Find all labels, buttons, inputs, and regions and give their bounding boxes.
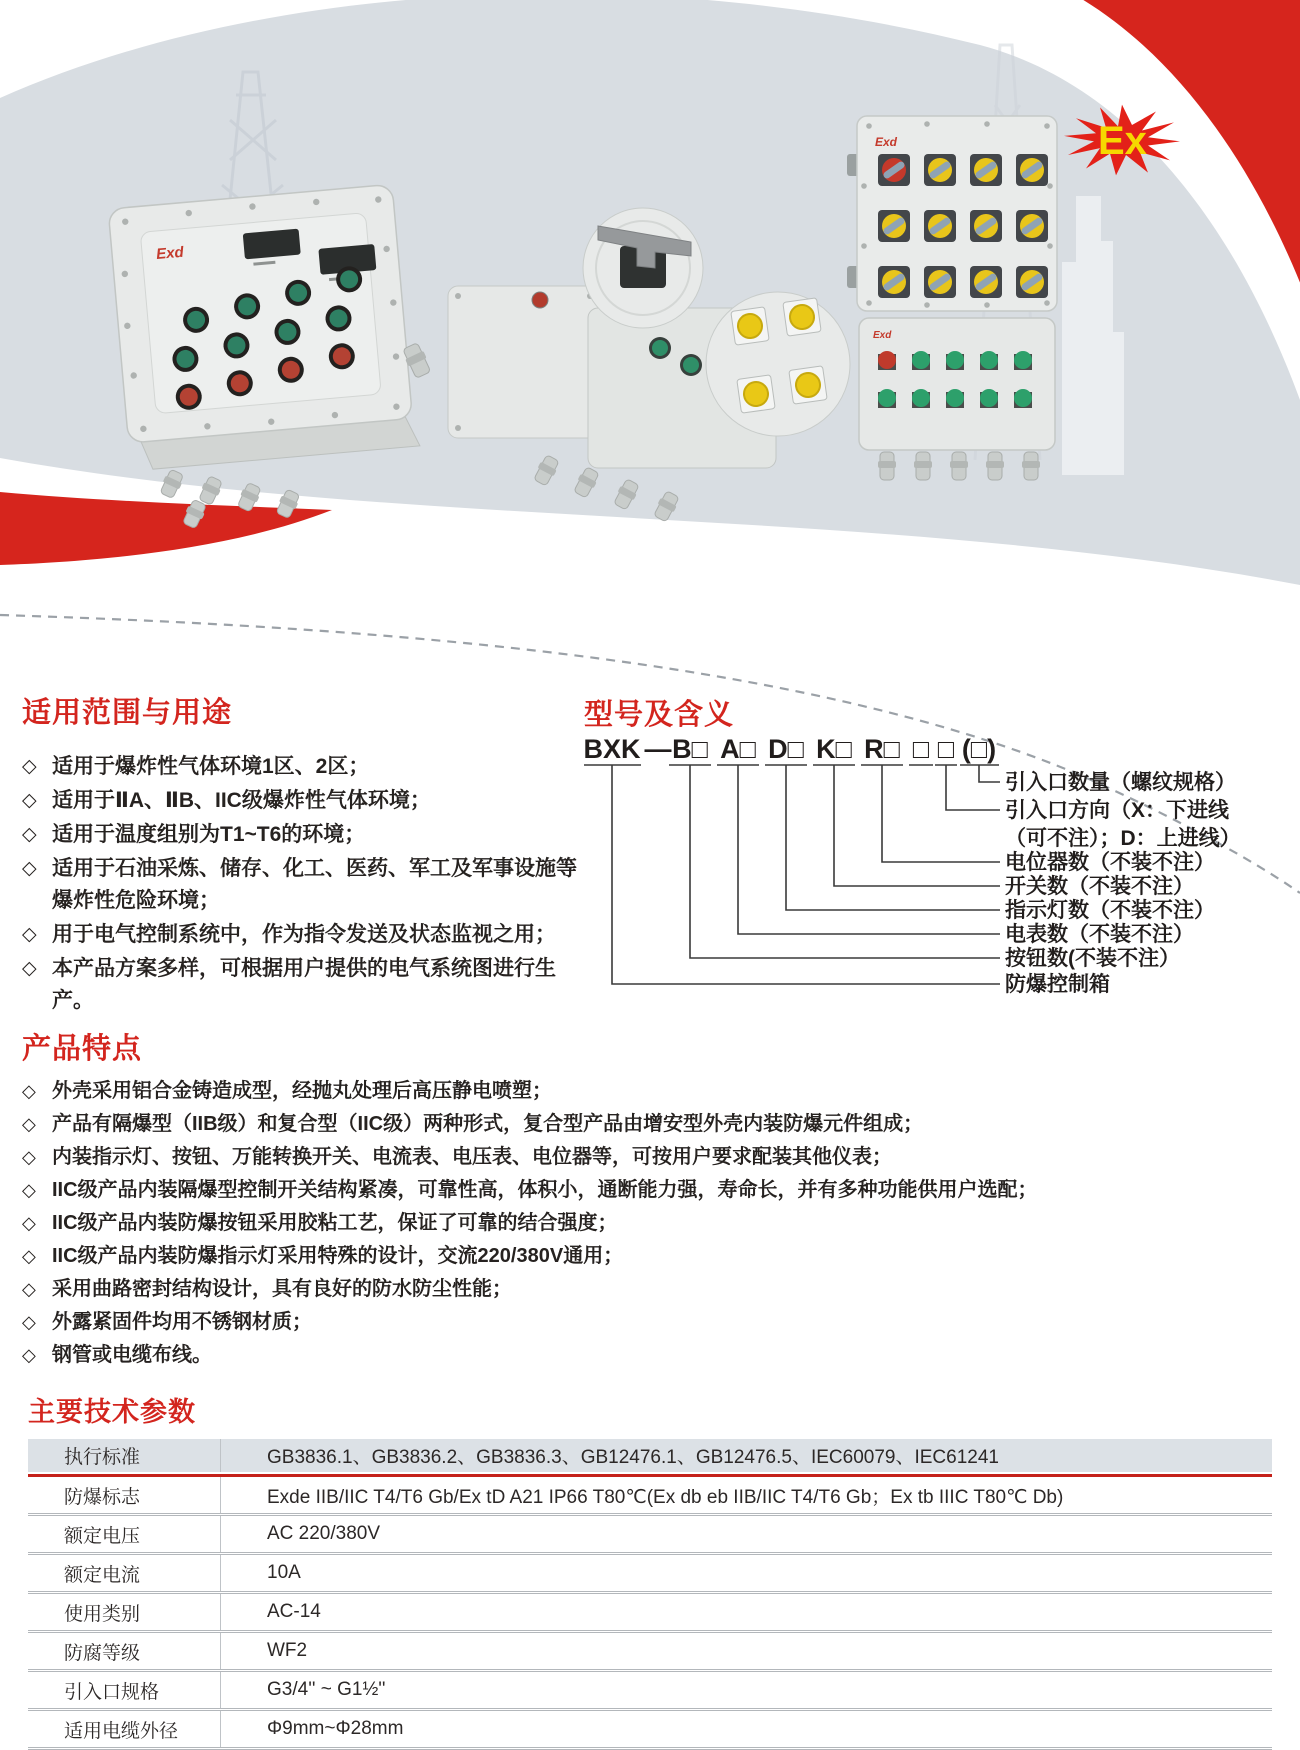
svg-text:开关数（不装不注）: 开关数（不装不注）	[1005, 875, 1194, 898]
svg-text:A□: A□	[720, 734, 756, 764]
svg-text:R□: R□	[864, 734, 900, 764]
table-row	[28, 1594, 1272, 1633]
spec-label: 适用电缆外径	[64, 1720, 179, 1742]
feature-item: ◇ 采用曲路密封结构设计，具有良好的防水防尘性能；	[22, 1278, 512, 1300]
feature-item: ◇ 产品有隔爆型（IIB级）和复合型（IIC级）两种形式，复合型产品由增安型外壳内装防爆元件组成；	[22, 1113, 924, 1135]
specs-table	[28, 1439, 1272, 1750]
spec-value: Exde IIB/IIC T4/T6 Gb/Ex tD A21 IP66 T80℃(Ex db eb IIB/IIC T4/T6 Gb；Ex tb IIIC T80℃ Db)	[220, 1477, 1272, 1513]
scope-item: ◇ 用于电气控制系统中，作为指令发送及状态监视之用；	[22, 919, 582, 951]
feature-item: ◇ 钢管或电缆布线。	[22, 1344, 212, 1366]
diamond-bullet-icon: ◇	[22, 756, 37, 777]
feature-item: ◇ IIC级产品内装隔爆型控制开关结构紧凑，可靠性高，体积小，通断能力强，寿命长，并有多种功能供用户选配；	[22, 1179, 1038, 1201]
svg-text:电位器数（不装不注）: 电位器数（不装不注）	[1005, 851, 1215, 874]
feature-item: ◇ IIC级产品内装防爆按钮采用胶粘工艺，保证了可靠的结合强度；	[22, 1212, 618, 1234]
scope-item: ◇ 适用于石油采炼、储存、化工、医药、军工及军事设施等爆炸性危险环境；	[22, 853, 582, 917]
scope-title: 适用范围与用途	[22, 697, 233, 729]
exd-marking: Exd	[873, 330, 892, 341]
table-row	[28, 1516, 1272, 1555]
svg-text:指示灯数（不装不注）: 指示灯数（不装不注）	[1005, 899, 1215, 922]
diamond-bullet-icon: ◇	[22, 1279, 36, 1299]
svg-text:□: □	[937, 734, 955, 764]
section-specs	[28, 1390, 1272, 1750]
svg-text:引入口数量（螺纹规格）: 引入口数量（螺纹规格）	[1005, 771, 1236, 794]
exd-marking: Exd	[875, 135, 898, 149]
diamond-bullet-icon: ◇	[22, 1147, 36, 1167]
svg-text:引入口方向（X：下进线: 引入口方向（X：下进线	[1005, 799, 1230, 822]
scope-item: ◇ 适用于温度组别为T1~T6的环境；	[22, 819, 582, 851]
section-model-diagram	[560, 690, 1300, 1010]
svg-text:电表数（不装不注）: 电表数（不装不注）	[1005, 923, 1194, 946]
scope-list	[22, 751, 582, 1017]
spec-value: AC-14	[220, 1594, 1272, 1630]
ex-badge-text: Ex	[1098, 119, 1147, 163]
section-scope	[22, 690, 582, 1019]
feature-item: ◇ 外露紧固件均用不锈钢材质；	[22, 1311, 312, 1333]
model-labels	[1005, 770, 1241, 996]
spec-value: GB3836.1、GB3836.2、GB3836.3、GB12476.1、GB12476.5、IEC60079、IEC61241	[220, 1439, 1272, 1472]
diamond-bullet-icon: ◇	[22, 1213, 36, 1233]
spec-value: AC 220/380V	[220, 1516, 1272, 1552]
model-connectors	[584, 765, 1000, 984]
spec-label: 使用类别	[64, 1603, 141, 1625]
svg-text:D□: D□	[768, 734, 804, 764]
svg-text:(□): (□)	[961, 734, 997, 764]
svg-text:防爆控制箱: 防爆控制箱	[1005, 973, 1110, 996]
diamond-bullet-icon: ◇	[22, 1081, 36, 1101]
scope-item: ◇ 适用于ⅡA、ⅡB、IIC级爆炸性气体环境；	[22, 785, 582, 817]
spec-value: WF2	[220, 1633, 1272, 1669]
features-list	[22, 1081, 1284, 1366]
scope-item: ◇ 本产品方案多样，可根据用户提供的电气系统图进行生产。	[22, 953, 582, 1017]
spec-label: 防爆标志	[64, 1486, 141, 1508]
table-row	[28, 1439, 1272, 1472]
spec-label: 执行标准	[64, 1447, 141, 1468]
table-row	[28, 1477, 1272, 1516]
spec-value: 10A	[220, 1555, 1272, 1591]
svg-text:—: —	[644, 734, 672, 764]
section-features	[22, 1026, 1284, 1378]
specs-title: 主要技术参数	[28, 1397, 196, 1427]
feature-item: ◇ IIC级产品内装防爆指示灯采用特殊的设计，交流220/380V通用；	[22, 1245, 624, 1267]
svg-text:K□: K□	[816, 734, 852, 764]
svg-text:按钮数(不装不注）: 按钮数(不装不注）	[1005, 947, 1180, 970]
diamond-bullet-icon: ◇	[22, 1345, 36, 1365]
product-image-control-box-3	[847, 116, 1057, 480]
exd-marking: Exd	[155, 243, 185, 264]
feature-item: ◇ 内装指示灯、按钮、万能转换开关、电流表、电压表、电位器等，可按用户要求配装其他仪表；	[22, 1146, 892, 1168]
diamond-bullet-icon: ◇	[22, 1180, 36, 1200]
spec-value: G3/4'' ~ G1½''	[220, 1672, 1272, 1708]
table-row	[28, 1711, 1272, 1750]
spec-label: 防腐等级	[64, 1642, 141, 1664]
svg-text:□: □	[912, 734, 930, 764]
model-title: 型号及含义	[584, 699, 735, 731]
svg-text:（可不注）；D：上进线）: （可不注）；D：上进线）	[1005, 827, 1241, 850]
diamond-bullet-icon: ◇	[22, 958, 37, 979]
svg-text:B□: B□	[672, 734, 708, 764]
diamond-bullet-icon: ◇	[22, 1246, 36, 1266]
table-row	[28, 1633, 1272, 1672]
diamond-bullet-icon: ◇	[22, 924, 37, 945]
diamond-bullet-icon: ◇	[22, 790, 37, 811]
scope-item: ◇ 适用于爆炸性气体环境1区、2区；	[22, 751, 582, 783]
spec-label: 额定电压	[64, 1525, 141, 1547]
spec-value: Φ9mm~Φ28mm	[220, 1711, 1272, 1747]
table-row	[28, 1672, 1272, 1711]
svg-text:BXK: BXK	[583, 734, 641, 764]
spec-label: 额定电流	[64, 1564, 141, 1586]
diamond-bullet-icon: ◇	[22, 1114, 36, 1134]
diamond-bullet-icon: ◇	[22, 1312, 36, 1332]
table-row	[28, 1555, 1272, 1594]
diamond-bullet-icon: ◇	[22, 858, 37, 879]
spec-label: 引入口规格	[64, 1681, 160, 1703]
features-title: 产品特点	[22, 1033, 143, 1065]
feature-item: ◇ 外壳采用铝合金铸造成型，经抛丸处理后高压静电喷塑；	[22, 1080, 552, 1102]
model-code	[583, 734, 996, 764]
diamond-bullet-icon: ◇	[22, 824, 37, 845]
